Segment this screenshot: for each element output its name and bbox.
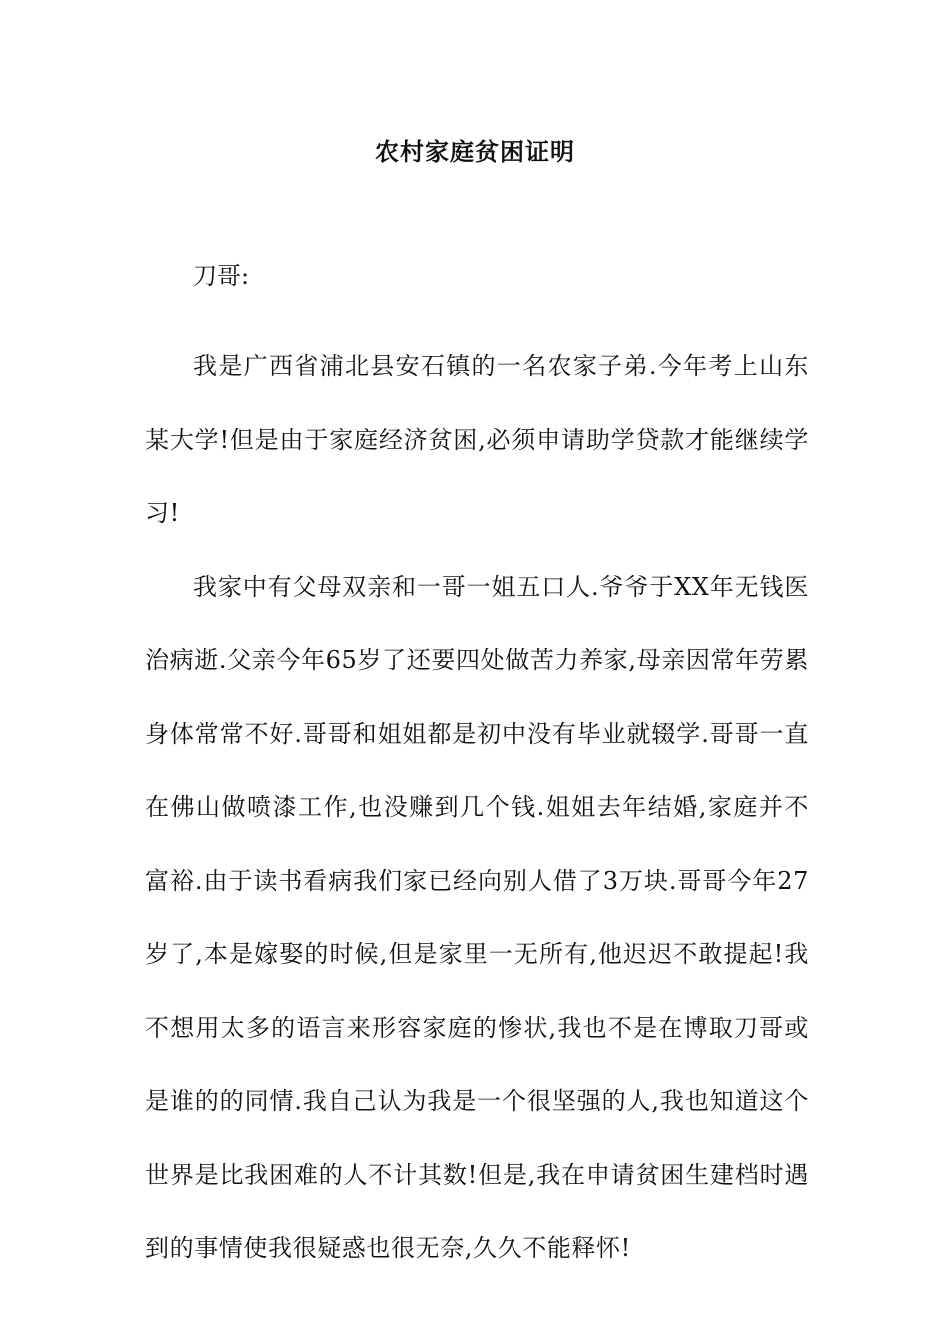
paragraph-2: 我家中有父母双亲和一哥一姐五口人.爷爷于XX年无钱医治病逝.父亲今年65岁了还要四处做苦力养家,母亲因常年劳累身体常常不好.哥哥和姐姐都是初中没有毕业就辍学.哥哥一直在佛山做喷漆工作,也没赚到几个钱.姐姐去年结婚,家庭并不富裕.由于读书看病我们家已经向别人借了3万块.哥哥今年27岁了,本是嫁娶的时候,但是家里一无所有,他迟迟不敢提起!我不想用太多的语言来形容家庭的惨状,我也不是在博取刀哥或是谁的的同情.我自己认为我是一个很坚强的人,我也知道这个世界是比我困难的人不计其数!但是,我在申请贫困生建档时遇到的事情使我很疑惑也很无奈,久久不能释怀! [145,572,809,1262]
salutation: 刀哥: [193,262,250,290]
document-body [145,330,809,1286]
document-title: 农村家庭贫困证明 [375,138,575,166]
paragraph-1: 我是广西省浦北县安石镇的一名农家子弟.今年考上山东某大学!但是由于家庭经济贫困,必须申请助学贷款才能继续学习! [145,352,809,527]
